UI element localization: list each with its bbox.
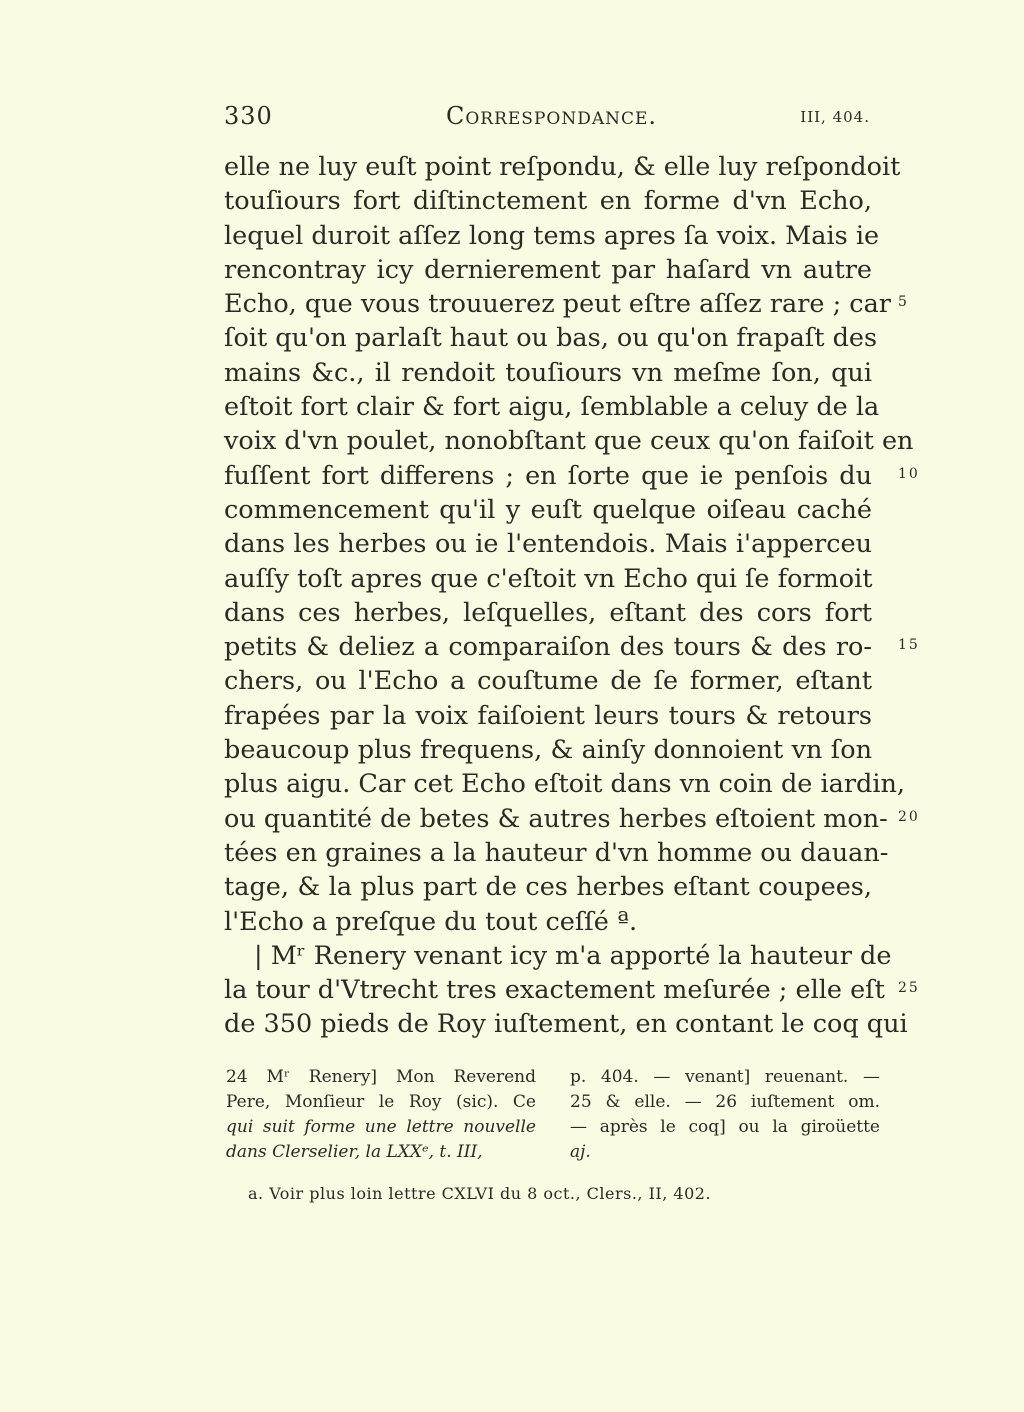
- text-line: auſſy toſt apres que c'eſtoit vn Echo qui ſe formoit: [224, 563, 873, 594]
- line-number-20: 20: [898, 809, 920, 825]
- text-line: plus aigu. Car cet Echo eſtoit dans vn coin de iardin,: [224, 769, 906, 800]
- apparatus-line: — après le coq] ou la giroüette: [570, 1117, 880, 1137]
- text-line: beaucoup plus frequens, & ainſy donnoient vn ſon: [224, 735, 872, 766]
- text-line: chers, ou l'Echo a couſtume de ſe former, eſtant: [224, 666, 872, 697]
- text-line: la tour d'Vtrecht tres exactement meſurée ; elle eſt: [224, 975, 885, 1006]
- text-line: mains &c., il rendoit touſiours vn meſme ſon, qui: [224, 357, 872, 388]
- text-line: l'Echo a preſque du tout ceſſé ª.: [224, 906, 638, 937]
- text-line: tage, & la plus part de ces herbes eſtant coupees,: [224, 872, 872, 903]
- apparatus-line: 25 & elle. — 26 iuſtement om.: [570, 1092, 880, 1112]
- text-line: | Mʳ Renery venant icy m'a apporté la hauteur de: [254, 940, 892, 971]
- text-line: ſoit qu'on parlaſt haut ou bas, ou qu'on frapaſt des: [224, 323, 878, 354]
- text-line: voix d'vn poulet, nonobſtant que ceux qu'on faiſoit en: [224, 426, 914, 457]
- apparatus-left-column: [226, 1065, 536, 1165]
- page-header: [224, 102, 874, 142]
- text-line: fuſſent fort differens ; en ſorte que ie penſois du: [224, 460, 872, 491]
- running-title: Correspondance.: [446, 102, 658, 130]
- text-line: frapées par la voix faiſoient leurs tours & retours: [224, 700, 872, 731]
- text-line: rencontray icy dernierement par haſard vn autre: [224, 254, 872, 285]
- apparatus-right-column: [570, 1065, 880, 1165]
- apparatus-line: p. 404. — venant] reuenant. —: [570, 1067, 880, 1087]
- apparatus-line: dans Clerselier, la LXXᵉ, t. III,: [226, 1142, 483, 1162]
- line-number-25: 25: [898, 980, 920, 996]
- text-line: ou quantité de betes & autres herbes eſtoient mon-: [224, 803, 888, 834]
- text-line: de 350 pieds de Roy iuſtement, en contant le coq qui: [224, 1009, 908, 1040]
- text-line: petits & deliez a comparaiſon des tours & des ro-: [224, 632, 872, 663]
- line-number-15: 15: [898, 637, 920, 653]
- apparatus-line: qui suit forme une lettre nouvelle: [226, 1117, 536, 1137]
- apparatus-line: Pere, Monſieur le Roy (sic). Ce: [226, 1092, 536, 1112]
- text-line: Echo, que vous trouuerez peut eſtre aſſez rare ; car: [224, 289, 891, 320]
- apparatus-line: aj.: [570, 1142, 591, 1162]
- page-number: 330: [224, 102, 273, 130]
- text-line: lequel duroit aſſez long tems apres ſa voix. Mais ie: [224, 220, 880, 251]
- volume-reference: III, 404.: [800, 108, 870, 126]
- apparatus-line: 24 Mʳ Renery] Mon Reverend: [226, 1067, 536, 1087]
- text-line: dans les herbes ou ie l'entendois. Mais i'apperceu: [224, 529, 872, 560]
- line-number-5: 5: [898, 294, 909, 310]
- footnote-a: a. Voir plus loin lettre CXLVI du 8 oct., Clers., II, 402.: [248, 1184, 712, 1203]
- text-line: eſtoit fort clair & fort aigu, ſemblable a celuy de la: [224, 392, 880, 423]
- text-line: touſiours fort diſtinctement en forme d'vn Echo,: [224, 186, 872, 217]
- text-line: tées en graines a la hauteur d'vn homme ou dauan-: [224, 837, 889, 868]
- text-line: dans ces herbes, leſquelles, eſtant des cors fort: [224, 597, 872, 628]
- line-number-10: 10: [898, 466, 920, 482]
- text-line: commencement qu'il y euſt quelque oiſeau caché: [224, 494, 872, 525]
- text-line: elle ne luy euſt point reſpondu, & elle luy reſpondoit: [224, 152, 901, 182]
